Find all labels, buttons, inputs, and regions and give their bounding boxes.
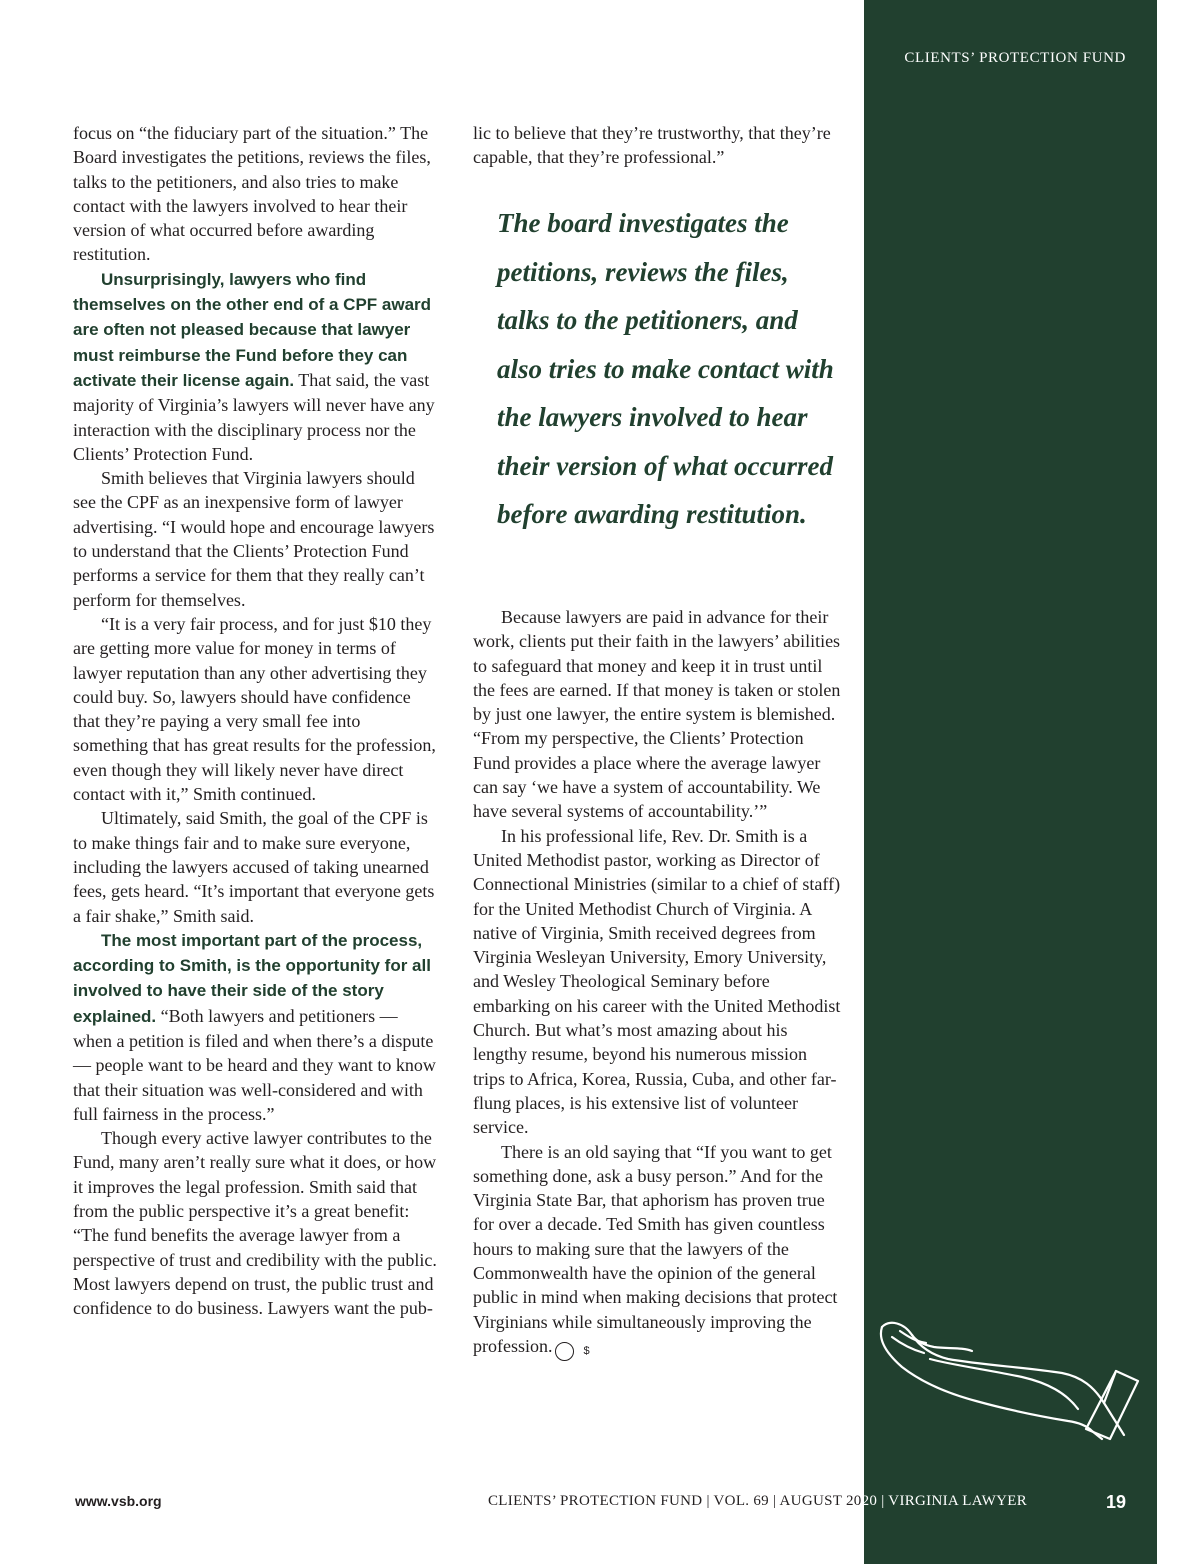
paragraph: Ultimately, said Smith, the goal of the CPF is to make things fair and to make sure everyone, including the lawyers accused of taking unearned fees, gets heard. “It’s important that everyone gets a fair shake,” Smith said.	[73, 808, 435, 926]
footer-title-dark: CLIENTS’ PROTECTION FUND | VOL. 69 | AUGUST 20	[488, 1493, 862, 1509]
paragraph: lic to believe that they’re trustworthy, that they’re capable, that they’re professional.”	[473, 123, 831, 168]
paragraph	[473, 1140, 843, 1361]
footer-running-title	[488, 1493, 1028, 1510]
paragraph	[73, 928, 439, 1126]
paragraph: focus on “the fiduciary part of the situation.” The Board investigates the petitions, reviews the files, talks to the petitioners, and also tries to make contact with the lawyers involved to hear their version of what occurred before awarding restitution.	[73, 123, 431, 265]
page-number: 19	[1106, 1492, 1127, 1512]
end-mark-icon: $	[555, 1342, 574, 1361]
paragraph-text: “Both lawyers and petitioners — when a petition is filed and when there’s a dispute — people want to be heard and they want to know that their situation was well-considered and with full fairness in the process.”	[73, 1005, 436, 1124]
paragraph: In his professional life, Rev. Dr. Smith is a United Methodist pastor, working as Director of Connectional Ministries (similar to a chief of staff) for the United Methodist Church of Virginia. A native of Virginia, Smith received degrees from Virginia Wesleyan University, Emory University, and Wesley Theological Seminary before embarking on his career with the United Methodist Church. But what’s most amazing about his lengthy resume, beyond his numerous mission trips to Africa, Korea, Russia, Cuba, and other far-flung places, is his extensive list of volunteer service.	[473, 825, 841, 1138]
open-hand-icon	[872, 1315, 1144, 1445]
footer-title-light: 20 | VIRGINIA LAWYER	[861, 1493, 1028, 1509]
paragraph-text: That said, the vast majority of Virginia’s lawyers will never have any interaction with the disciplinary process nor the Clients’ Protection Fund.	[73, 369, 435, 464]
lead-in-text: The most important part of the process, according to Smith, is the opportunity for all involved to have their side of the story explained.	[73, 930, 431, 1026]
paragraph: “It is a very fair process, and for just $10 they are getting more value for money in terms of lawyer reputation than any other advertising they could buy. So, lawyers should have confidence that they’re paying a very small fee into something that has great results for the profession, even though they will likely never have direct contact with it,” Smith continued.	[73, 613, 436, 805]
pull-quote: The board investigates the petitions, reviews the files, talks to the petitioners, and also tries to make contact with the lawyers involved to hear their version of what occurred before awarding restitution.	[497, 208, 834, 529]
paragraph: Though every active lawyer contributes to the Fund, many aren’t really sure what it does, or how it improves the legal profession. Smith said that from the public perspective it’s a great benefit: “The fund benefits the average lawyer from a perspective of trust and credibility with the public. Most lawyers depend on trust, the public trust and confidence to do business. Lawyers want the pub-	[73, 1128, 437, 1319]
section-header: CLIENTS’ PROTECTION FUND	[904, 50, 1126, 66]
lead-in-text: Unsurprisingly, lawyers who find themselves on the other end of a CPF award are often not pleased because that lawyer must reimburse the Fund before they can activate their license again.	[73, 269, 432, 390]
article-column-right-top	[473, 121, 843, 170]
article-column-right	[473, 605, 843, 1361]
paragraph-text: There is an old saying that “If you want to get something done, ask a busy person.” And for the Virginia State Bar, that aphorism has proven true for over a decade. Ted Smith has given countless hours to making sure that the lawyers of the Commonwealth have the opinion of the general public in mind when making decisions that protect Virginians while simultaneously improving the profession.	[473, 1141, 838, 1356]
paragraph: Smith believes that Virginia lawyers should see the CPF as an inexpensive form of lawyer advertising. “I would hope and encourage lawyers to understand that the Clients’ Protection Fund performs a service for them that they really can’t perform for themselves.	[73, 468, 435, 610]
footer-url: www.vsb.org	[75, 1493, 162, 1509]
article-column-left	[73, 121, 439, 1321]
paragraph: Because lawyers are paid in advance for their work, clients put their faith in the lawyers’ abilities to safeguard that money and keep it in trust until the fees are earned. If that money is taken or stolen by just one lawyer, the entire system is blemished. “From my perspective, the Clients’ Protection Fund provides a place where the average lawyer can say ‘we have a system of accountability. We have several systems of accountability.’”	[473, 607, 841, 822]
paragraph	[73, 267, 439, 466]
